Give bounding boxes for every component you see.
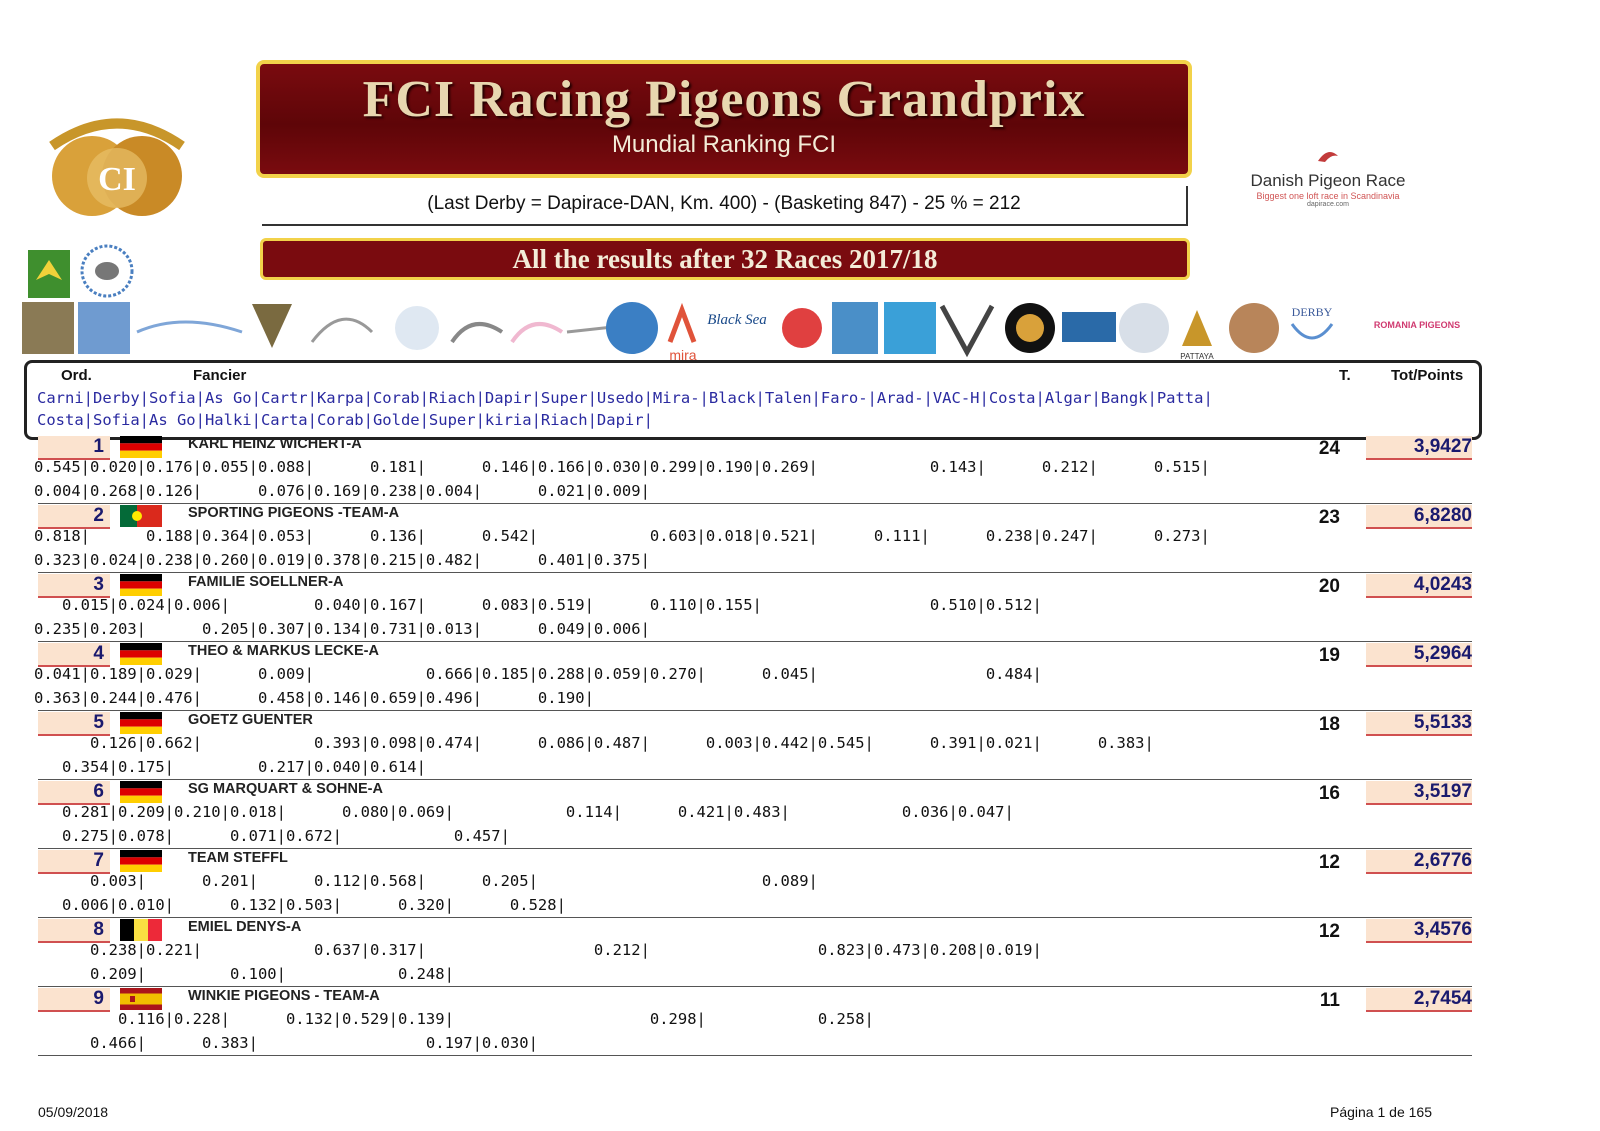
row-divider xyxy=(38,917,1472,918)
rank-number: 9 xyxy=(93,988,104,1009)
row-divider xyxy=(38,986,1472,987)
race-scores-line-2: 0.275|0.078| 0.071|0.672| 0.457| xyxy=(34,827,510,845)
pattaya-logo: PATTAYA xyxy=(1180,352,1214,361)
race-scores-line-2: 0.006|0.010| 0.132|0.503| 0.320| 0.528| xyxy=(34,896,566,914)
race-count: 18 xyxy=(1318,714,1340,735)
total-points: 3,4576 xyxy=(1413,919,1472,940)
col-t: T. xyxy=(1339,367,1351,384)
total-points: 2,7454 xyxy=(1413,988,1472,1009)
footer-page-number: Página 1 de 165 xyxy=(1330,1104,1432,1120)
race-names-line-2: Costa|Sofia|As Go|Halki|Carta|Corab|Golde|Super|kiria|Riach|Dapir| xyxy=(37,411,653,429)
col-tot-points: Tot/Points xyxy=(1391,367,1464,384)
race-count: 23 xyxy=(1318,507,1340,528)
total-points: 5,5133 xyxy=(1413,712,1472,733)
total-points: 6,8280 xyxy=(1413,505,1472,526)
race-scores-line-1: 0.116|0.228| 0.132|0.529|0.139| 0.298| 0.258| xyxy=(34,1010,874,1028)
race-count: 16 xyxy=(1318,783,1340,804)
race-count: 20 xyxy=(1318,576,1340,597)
race-scores-line-1: 0.003| 0.201| 0.112|0.568| 0.205| 0.089| xyxy=(34,872,818,890)
row-divider xyxy=(38,641,1472,642)
race-scores-line-2: 0.323|0.024|0.238|0.260|0.019|0.378|0.215|0.482| 0.401|0.375| xyxy=(34,551,650,569)
country-flag-icon xyxy=(120,574,162,596)
table-header xyxy=(24,360,1482,440)
country-flag-icon xyxy=(120,919,162,941)
row-divider xyxy=(38,572,1472,573)
race-scores-line-2: 0.235|0.203| 0.205|0.307|0.134|0.731|0.013| 0.049|0.006| xyxy=(34,620,650,638)
fancier-name: FAMILIE SOELLNER-A xyxy=(188,574,344,590)
sponsor-url: dapirace.com xyxy=(1306,201,1350,208)
derby-balkans-logo: DERBY xyxy=(1291,305,1333,319)
total-points: 2,6776 xyxy=(1413,850,1472,871)
race-scores-line-2: 0.363|0.244|0.476| 0.458|0.146|0.659|0.496| 0.190| xyxy=(34,689,594,707)
rank-number: 3 xyxy=(93,574,104,595)
footer-date: 05/09/2018 xyxy=(38,1104,109,1120)
fancier-name: SPORTING PIGEONS -TEAM-A xyxy=(188,505,400,521)
mira-logo: mira xyxy=(669,347,697,362)
race-scores-line-1: 0.545|0.020|0.176|0.055|0.088| 0.181| 0.146|0.166|0.030|0.299|0.190|0.269| 0.143| 0.212| 0.515| xyxy=(34,458,1210,476)
rank-number: 7 xyxy=(93,850,104,871)
country-flag-icon xyxy=(120,781,162,803)
country-flag-icon xyxy=(120,988,162,1010)
country-flag-icon xyxy=(120,712,162,734)
row-divider xyxy=(38,503,1472,504)
total-points: 3,5197 xyxy=(1413,781,1472,802)
country-flag-icon xyxy=(120,436,162,458)
page-subtitle: Mundial Ranking FCI xyxy=(611,131,837,158)
country-flag-icon xyxy=(120,850,162,872)
col-ord: Ord. xyxy=(61,367,92,384)
eagle-logo xyxy=(28,250,70,298)
col-fancier: Fancier xyxy=(193,367,247,384)
fancier-name: THEO & MARKUS LECKE-A xyxy=(188,643,379,659)
last-derby-info: (Last Derby = Dapirace-DAN, Km. 400) - (Basketing 847) - 25 % = 212 xyxy=(262,186,1188,226)
race-count: 12 xyxy=(1318,921,1340,942)
sponsor-tagline: Biggest one loft race in Scandinavia xyxy=(1256,191,1400,201)
pigeon-icon xyxy=(1313,146,1343,166)
row-divider xyxy=(38,779,1472,780)
race-count: 11 xyxy=(1319,990,1340,1011)
race-scores-line-1: 0.015|0.024|0.006| 0.040|0.167| 0.083|0.519| 0.110|0.155| 0.510|0.512| xyxy=(34,596,1042,614)
rank-number: 4 xyxy=(93,643,104,664)
fancier-name: WINKIE PIGEONS - TEAM-A xyxy=(188,988,380,1004)
rank-number: 6 xyxy=(93,781,104,802)
country-flag-icon xyxy=(120,505,162,527)
race-scores-line-1: 0.126|0.662| 0.393|0.098|0.474| 0.086|0.487| 0.003|0.442|0.545| 0.391|0.021| 0.383| xyxy=(34,734,1154,752)
total-points: 5,2964 xyxy=(1413,643,1472,664)
fancier-name: TEAM STEFFL xyxy=(188,850,288,866)
race-scores-line-1: 0.818| 0.188|0.364|0.053| 0.136| 0.542| 0.603|0.018|0.521| 0.111| 0.238|0.247| 0.273| xyxy=(34,527,1210,545)
total-points: 3,9427 xyxy=(1413,436,1472,457)
fancier-name: GOETZ GUENTER xyxy=(188,712,313,728)
country-flag-icon xyxy=(120,643,162,665)
sponsor-logo-strip xyxy=(22,302,1482,362)
svg-text:CI: CI xyxy=(98,161,136,198)
race-scores-line-2: 0.466| 0.383| 0.197|0.030| xyxy=(34,1034,538,1052)
race-scores-line-1: 0.238|0.221| 0.637|0.317| 0.212| 0.823|0.473|0.208|0.019| xyxy=(34,941,1042,959)
total-points: 4,0243 xyxy=(1413,574,1472,595)
race-scores-line-1: 0.281|0.209|0.210|0.018| 0.080|0.069| 0.114| 0.421|0.483| 0.036|0.047| xyxy=(34,803,1014,821)
row-divider xyxy=(38,848,1472,849)
row-divider xyxy=(38,1055,1472,1056)
romania-pigeons-logo: ROMANIA PIGEONS xyxy=(1373,320,1461,330)
race-count: 19 xyxy=(1318,645,1340,666)
black-sea-logo: Black Sea xyxy=(707,312,767,328)
race-names-line-1: Carni|Derby|Sofia|As Go|Cartr|Karpa|Corab|Riach|Dapir|Super|Usedo|Mira-|Black|Talen|Faro-|Arad-|VAC-H|Costa|Algar|Bangk|Patta| xyxy=(37,389,1213,407)
fancier-name: KARL HEINZ WICHERT-A xyxy=(188,436,362,452)
fci-globe-logo xyxy=(42,106,192,224)
race-count: 24 xyxy=(1318,438,1340,459)
rank-number: 5 xyxy=(93,712,104,733)
fancier-name: EMIEL DENYS-A xyxy=(188,919,302,935)
title-banner xyxy=(256,60,1192,178)
fancier-name: SG MARQUART & SOHNE-A xyxy=(188,781,383,797)
rank-number: 8 xyxy=(93,919,104,940)
rank-number: 2 xyxy=(93,505,104,526)
race-count: 12 xyxy=(1318,852,1340,873)
italy-derby-logo xyxy=(78,244,136,298)
page-title: FCI Racing Pigeons Grandprix xyxy=(362,71,1086,128)
race-scores-line-2: 0.209| 0.100| 0.248| xyxy=(34,965,454,983)
results-summary: All the results after 32 Races 2017/18 xyxy=(260,238,1190,280)
sponsor-name: Danish Pigeon Race xyxy=(1250,171,1406,190)
rank-number: 1 xyxy=(93,436,104,457)
danish-pigeon-race-logo xyxy=(1228,146,1428,216)
row-divider xyxy=(38,710,1472,711)
race-scores-line-2: 0.354|0.175| 0.217|0.040|0.614| xyxy=(34,758,426,776)
race-scores-line-1: 0.041|0.189|0.029| 0.009| 0.666|0.185|0.288|0.059|0.270| 0.045| 0.484| xyxy=(34,665,1042,683)
race-scores-line-2: 0.004|0.268|0.126| 0.076|0.169|0.238|0.004| 0.021|0.009| xyxy=(34,482,650,500)
